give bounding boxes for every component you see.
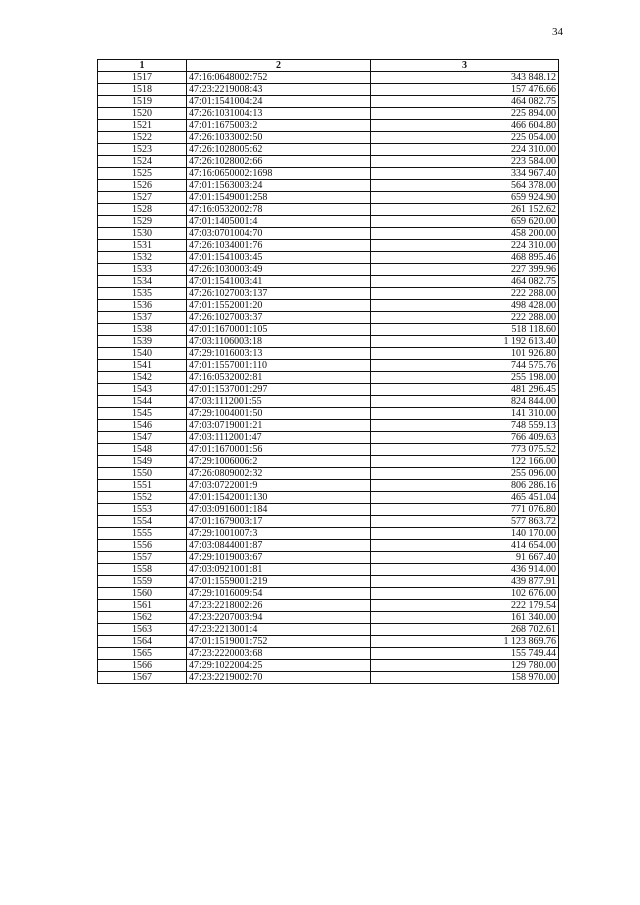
value-cell: 824 844.00: [371, 396, 559, 408]
table-row: [98, 144, 559, 156]
data-table: [97, 59, 559, 684]
table-row: [98, 540, 559, 552]
row-number-cell: 1555: [98, 528, 187, 540]
value-cell: 101 926.80: [371, 348, 559, 360]
row-number-cell: 1549: [98, 456, 187, 468]
table-row: [98, 552, 559, 564]
row-number-cell: 1523: [98, 144, 187, 156]
cadastral-number-cell: 47:16:0532002:78: [187, 204, 371, 216]
cadastral-number-cell: 47:01:1541003:41: [187, 276, 371, 288]
table-row: [98, 120, 559, 132]
table-row: [98, 672, 559, 684]
value-cell: 458 200.00: [371, 228, 559, 240]
table-row: [98, 588, 559, 600]
cadastral-number-cell: 47:03:0916001:184: [187, 504, 371, 516]
header-row: [98, 60, 559, 72]
row-number-cell: 1527: [98, 192, 187, 204]
cadastral-number-cell: 47:23:2220003:68: [187, 648, 371, 660]
value-cell: 343 848.12: [371, 72, 559, 84]
table-row: [98, 252, 559, 264]
row-number-cell: 1525: [98, 168, 187, 180]
table-row: [98, 156, 559, 168]
cadastral-number-cell: 47:26:1033002:50: [187, 132, 371, 144]
row-number-cell: 1539: [98, 336, 187, 348]
cadastral-number-cell: 47:01:1559001:219: [187, 576, 371, 588]
cadastral-number-cell: 47:01:1679003:17: [187, 516, 371, 528]
cadastral-number-cell: 47:03:0701004:70: [187, 228, 371, 240]
row-number-cell: 1524: [98, 156, 187, 168]
row-number-cell: 1518: [98, 84, 187, 96]
row-number-cell: 1567: [98, 672, 187, 684]
row-number-cell: 1561: [98, 600, 187, 612]
value-cell: 466 604.80: [371, 120, 559, 132]
row-number-cell: 1546: [98, 420, 187, 432]
table-row: [98, 240, 559, 252]
value-cell: 141 310.00: [371, 408, 559, 420]
table-row: [98, 108, 559, 120]
value-cell: 481 296.45: [371, 384, 559, 396]
table-row: [98, 624, 559, 636]
row-number-cell: 1534: [98, 276, 187, 288]
value-cell: 766 409.63: [371, 432, 559, 444]
table-row: [98, 384, 559, 396]
value-cell: 122 166.00: [371, 456, 559, 468]
table-row: [98, 96, 559, 108]
row-number-cell: 1559: [98, 576, 187, 588]
row-number-cell: 1529: [98, 216, 187, 228]
column-header-3: 3: [371, 60, 559, 72]
value-cell: 659 924.90: [371, 192, 559, 204]
row-number-cell: 1550: [98, 468, 187, 480]
table-row: [98, 288, 559, 300]
table-row: [98, 324, 559, 336]
value-cell: 771 076.80: [371, 504, 559, 516]
table-row: [98, 372, 559, 384]
cadastral-number-cell: 47:01:1542001:130: [187, 492, 371, 504]
row-number-cell: 1562: [98, 612, 187, 624]
cadastral-number-cell: 47:29:1001007:3: [187, 528, 371, 540]
column-header-2: 2: [187, 60, 371, 72]
cadastral-number-cell: 47:01:1675003:2: [187, 120, 371, 132]
row-number-cell: 1528: [98, 204, 187, 216]
table-row: [98, 216, 559, 228]
table-row: [98, 228, 559, 240]
table-row: [98, 408, 559, 420]
value-cell: 468 895.46: [371, 252, 559, 264]
table-row: [98, 456, 559, 468]
row-number-cell: 1556: [98, 540, 187, 552]
value-cell: 224 310.00: [371, 240, 559, 252]
table-row: [98, 504, 559, 516]
table-row: [98, 132, 559, 144]
row-number-cell: 1543: [98, 384, 187, 396]
value-cell: 577 863.72: [371, 516, 559, 528]
cadastral-number-cell: 47:26:1031004:13: [187, 108, 371, 120]
value-cell: 748 559.13: [371, 420, 559, 432]
value-cell: 161 340.00: [371, 612, 559, 624]
value-cell: 334 967.40: [371, 168, 559, 180]
cadastral-number-cell: 47:03:0921001:81: [187, 564, 371, 576]
cadastral-number-cell: 47:01:1563003:24: [187, 180, 371, 192]
cadastral-number-cell: 47:03:1112001:47: [187, 432, 371, 444]
cadastral-number-cell: 47:01:1552001:20: [187, 300, 371, 312]
cadastral-number-cell: 47:26:1027003:137: [187, 288, 371, 300]
row-number-cell: 1552: [98, 492, 187, 504]
value-cell: 564 378.00: [371, 180, 559, 192]
cadastral-number-cell: 47:01:1541003:45: [187, 252, 371, 264]
value-cell: 157 476.66: [371, 84, 559, 96]
row-number-cell: 1563: [98, 624, 187, 636]
cadastral-number-cell: 47:01:1541004:24: [187, 96, 371, 108]
table-row: [98, 612, 559, 624]
cadastral-number-cell: 47:16:0650002:1698: [187, 168, 371, 180]
value-cell: 91 667.40: [371, 552, 559, 564]
cadastral-number-cell: 47:01:1670001:56: [187, 444, 371, 456]
cadastral-number-cell: 47:01:1537001:297: [187, 384, 371, 396]
row-number-cell: 1533: [98, 264, 187, 276]
row-number-cell: 1548: [98, 444, 187, 456]
cadastral-number-cell: 47:29:1019003:67: [187, 552, 371, 564]
table-row: [98, 564, 559, 576]
row-number-cell: 1540: [98, 348, 187, 360]
table-row: [98, 480, 559, 492]
value-cell: 659 620.00: [371, 216, 559, 228]
table-row: [98, 396, 559, 408]
table-row: [98, 276, 559, 288]
value-cell: 222 288.00: [371, 312, 559, 324]
cadastral-number-cell: 47:03:0719001:21: [187, 420, 371, 432]
value-cell: 222 179.54: [371, 600, 559, 612]
row-number-cell: 1547: [98, 432, 187, 444]
value-cell: 464 082.75: [371, 276, 559, 288]
row-number-cell: 1541: [98, 360, 187, 372]
cadastral-number-cell: 47:01:1549001:258: [187, 192, 371, 204]
row-number-cell: 1542: [98, 372, 187, 384]
row-number-cell: 1537: [98, 312, 187, 324]
table-row: [98, 180, 559, 192]
cadastral-number-cell: 47:01:1670001:105: [187, 324, 371, 336]
table-row: [98, 576, 559, 588]
row-number-cell: 1553: [98, 504, 187, 516]
row-number-cell: 1538: [98, 324, 187, 336]
value-cell: 129 780.00: [371, 660, 559, 672]
cadastral-number-cell: 47:29:1004001:50: [187, 408, 371, 420]
table-row: [98, 660, 559, 672]
value-cell: 436 914.00: [371, 564, 559, 576]
value-cell: 255 198.00: [371, 372, 559, 384]
cadastral-number-cell: 47:23:2219008:43: [187, 84, 371, 96]
value-cell: 439 877.91: [371, 576, 559, 588]
table-row: [98, 336, 559, 348]
cadastral-number-cell: 47:26:1030003:49: [187, 264, 371, 276]
row-number-cell: 1521: [98, 120, 187, 132]
row-number-cell: 1520: [98, 108, 187, 120]
row-number-cell: 1551: [98, 480, 187, 492]
row-number-cell: 1544: [98, 396, 187, 408]
row-number-cell: 1532: [98, 252, 187, 264]
value-cell: 806 286.16: [371, 480, 559, 492]
row-number-cell: 1566: [98, 660, 187, 672]
value-cell: 518 118.60: [371, 324, 559, 336]
cadastral-number-cell: 47:29:1022004:25: [187, 660, 371, 672]
page-number: 34: [552, 26, 563, 38]
value-cell: 744 575.76: [371, 360, 559, 372]
row-number-cell: 1526: [98, 180, 187, 192]
cadastral-number-cell: 47:03:1106003:18: [187, 336, 371, 348]
cadastral-number-cell: 47:01:1519001:752: [187, 636, 371, 648]
value-cell: 773 075.52: [371, 444, 559, 456]
table-row: [98, 204, 559, 216]
cadastral-number-cell: 47:03:0722001:9: [187, 480, 371, 492]
cadastral-number-cell: 47:01:1405001:4: [187, 216, 371, 228]
cadastral-number-cell: 47:26:1028002:66: [187, 156, 371, 168]
cadastral-number-cell: 47:01:1557001:110: [187, 360, 371, 372]
cadastral-number-cell: 47:26:1034001:76: [187, 240, 371, 252]
table-row: [98, 72, 559, 84]
cadastral-number-cell: 47:23:2218002:26: [187, 600, 371, 612]
table-row: [98, 312, 559, 324]
value-cell: 140 170.00: [371, 528, 559, 540]
table-row: [98, 528, 559, 540]
row-number-cell: 1564: [98, 636, 187, 648]
cadastral-number-cell: 47:26:1028005:62: [187, 144, 371, 156]
table-row: [98, 648, 559, 660]
row-number-cell: 1536: [98, 300, 187, 312]
value-cell: 414 654.00: [371, 540, 559, 552]
row-number-cell: 1565: [98, 648, 187, 660]
row-number-cell: 1519: [98, 96, 187, 108]
value-cell: 261 152.62: [371, 204, 559, 216]
row-number-cell: 1535: [98, 288, 187, 300]
row-number-cell: 1554: [98, 516, 187, 528]
table-row: [98, 636, 559, 648]
table-row: [98, 432, 559, 444]
table-row: [98, 420, 559, 432]
value-cell: 102 676.00: [371, 588, 559, 600]
cadastral-number-cell: 47:26:0809002:32: [187, 468, 371, 480]
row-number-cell: 1530: [98, 228, 187, 240]
table-row: [98, 84, 559, 96]
row-number-cell: 1557: [98, 552, 187, 564]
row-number-cell: 1558: [98, 564, 187, 576]
value-cell: 158 970.00: [371, 672, 559, 684]
table-row: [98, 264, 559, 276]
cadastral-number-cell: 47:03:1112001:55: [187, 396, 371, 408]
cadastral-number-cell: 47:29:1006006:2: [187, 456, 371, 468]
cadastral-number-cell: 47:26:1027003:37: [187, 312, 371, 324]
row-number-cell: 1560: [98, 588, 187, 600]
value-cell: 498 428.00: [371, 300, 559, 312]
column-header-1: 1: [98, 60, 187, 72]
cadastral-number-cell: 47:29:1016009:54: [187, 588, 371, 600]
cadastral-number-cell: 47:23:2213001:4: [187, 624, 371, 636]
table-row: [98, 168, 559, 180]
row-number-cell: 1531: [98, 240, 187, 252]
value-cell: 223 584.00: [371, 156, 559, 168]
cadastral-number-cell: 47:23:2219002:70: [187, 672, 371, 684]
value-cell: 225 054.00: [371, 132, 559, 144]
table-row: [98, 348, 559, 360]
cadastral-number-cell: 47:29:1016003:13: [187, 348, 371, 360]
table-row: [98, 468, 559, 480]
value-cell: 227 399.96: [371, 264, 559, 276]
table-row: [98, 300, 559, 312]
value-cell: 222 288.00: [371, 288, 559, 300]
cadastral-number-cell: 47:23:2207003:94: [187, 612, 371, 624]
row-number-cell: 1522: [98, 132, 187, 144]
table-row: [98, 516, 559, 528]
table-row: [98, 492, 559, 504]
value-cell: 255 096.00: [371, 468, 559, 480]
value-cell: 155 749.44: [371, 648, 559, 660]
row-number-cell: 1545: [98, 408, 187, 420]
cadastral-number-cell: 47:16:0532002:81: [187, 372, 371, 384]
value-cell: 224 310.00: [371, 144, 559, 156]
table-row: [98, 600, 559, 612]
cadastral-number-cell: 47:03:0844001:87: [187, 540, 371, 552]
value-cell: 465 451.04: [371, 492, 559, 504]
value-cell: 1 123 869.76: [371, 636, 559, 648]
value-cell: 464 082.75: [371, 96, 559, 108]
value-cell: 225 894.00: [371, 108, 559, 120]
table-row: [98, 444, 559, 456]
value-cell: 1 192 613.40: [371, 336, 559, 348]
cadastral-number-cell: 47:16:0648002:752: [187, 72, 371, 84]
row-number-cell: 1517: [98, 72, 187, 84]
table-row: [98, 360, 559, 372]
value-cell: 268 702.61: [371, 624, 559, 636]
table-row: [98, 192, 559, 204]
